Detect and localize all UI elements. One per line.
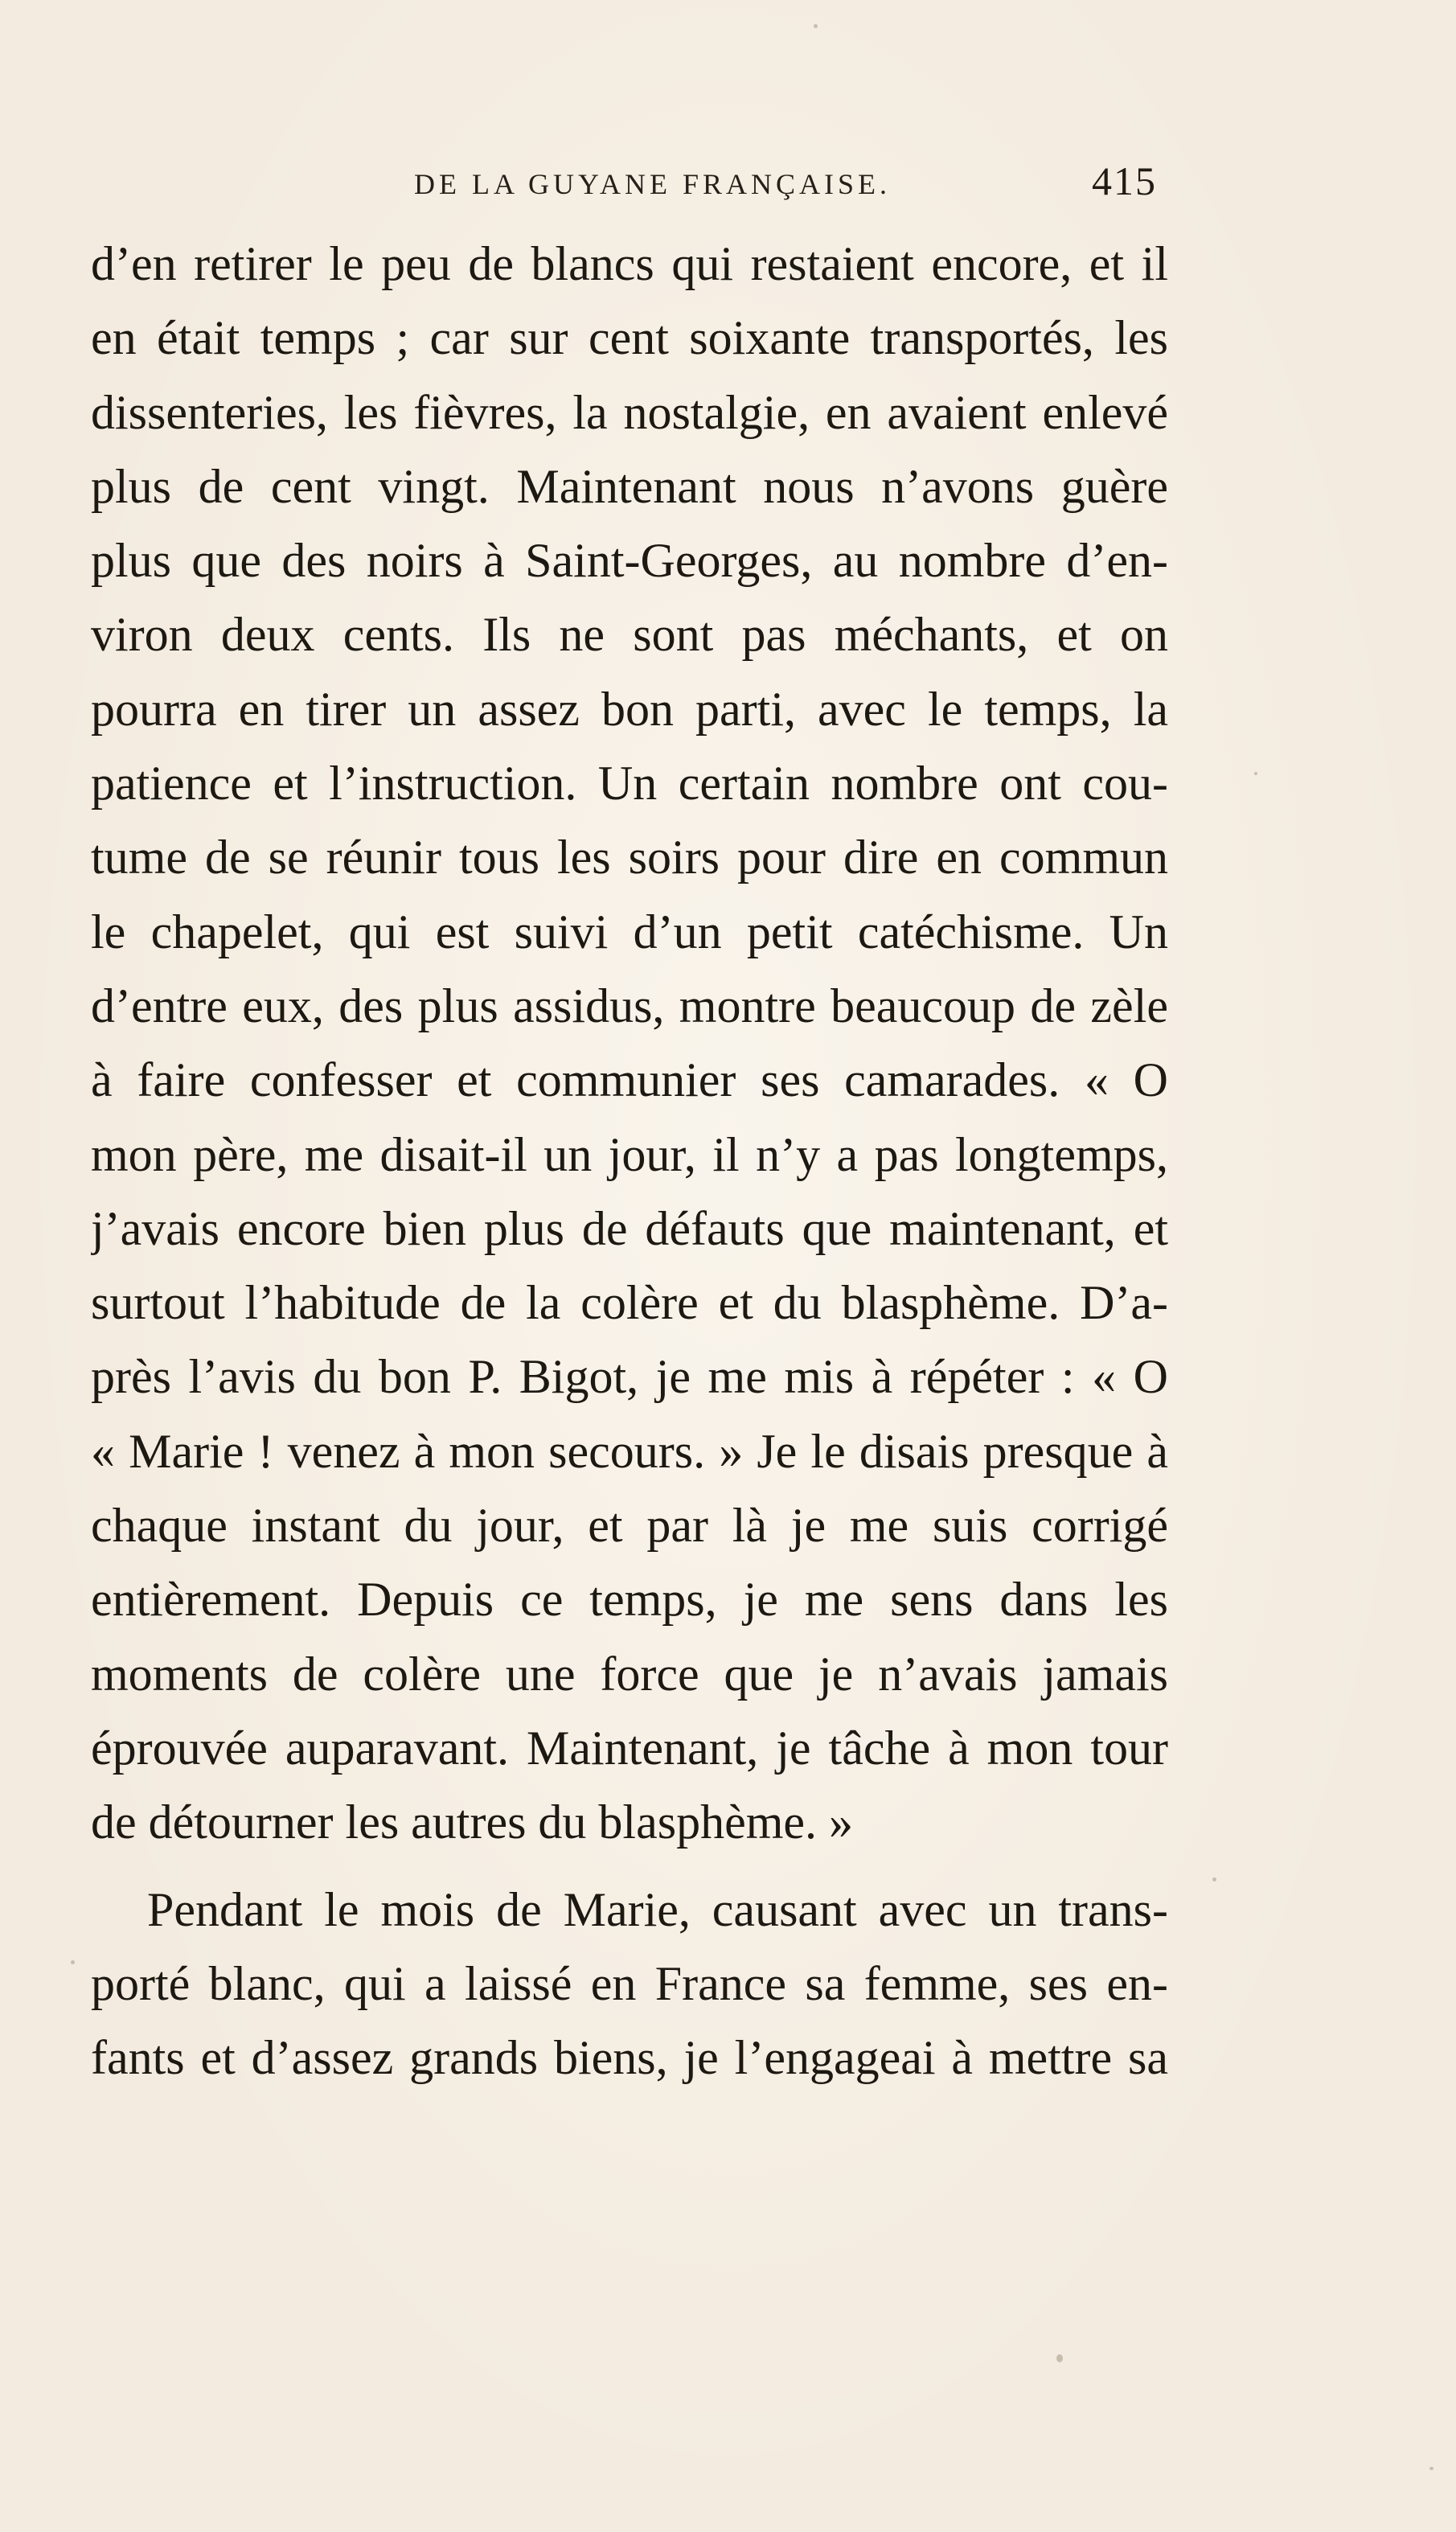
text-line: mon père, me disait-il un jour, il n’y a pas longtemps,: [91, 1127, 1168, 1181]
page-number: 415: [1092, 158, 1157, 203]
text-line: dissenteries, les fièvres, la nostalgie, en avaient enlevé: [91, 385, 1168, 439]
text-line: d’en retirer le peu de blancs qui restaient encore, et il: [91, 237, 1168, 290]
text-line: éprouvée auparavant. Maintenant, je tâche à mon tour: [91, 1721, 1168, 1775]
paper-speck: [1254, 772, 1257, 775]
text-line: pourra en tirer un assez bon parti, avec le temps, la: [91, 682, 1168, 736]
text-line: viron deux cents. Ils ne sont pas méchants, et on: [91, 608, 1168, 662]
text-line: porté blanc, qui a laissé en France sa femme, ses en-: [91, 1956, 1168, 2010]
text-line: plus de cent vingt. Maintenant nous n’avons guère: [91, 459, 1168, 513]
paragraph-1: [91, 227, 1168, 1860]
body-text: [91, 227, 1168, 2095]
paragraph-gap: [91, 1860, 1168, 1873]
text-line: en était temps ; car sur cent soixante transportés, les: [91, 311, 1168, 365]
paragraph-2: [91, 1873, 1168, 2095]
text-line: « Marie ! venez à mon secours. » Je le disais presque à: [91, 1424, 1168, 1478]
text-line: près l’avis du bon P. Bigot, je me mis à répéter : « O: [91, 1350, 1168, 1404]
text-line: j’avais encore bien plus de défauts que maintenant, et: [91, 1201, 1168, 1255]
text-line: de détourner les autres du blasphème. »: [91, 1795, 854, 1849]
text-line: Pendant le mois de Marie, causant avec un trans-: [147, 1882, 1168, 1936]
text-line: chaque instant du jour, et par là je me suis corrigé: [91, 1499, 1168, 1553]
text-line: patience et l’instruction. Un certain nombre ont cou-: [91, 757, 1168, 810]
paper-speck: [1429, 2467, 1433, 2470]
text-line: entièrement. Depuis ce temps, je me sens dans les: [91, 1573, 1168, 1627]
paper-speck: [71, 1960, 75, 1964]
text-line: le chapelet, qui est suivi d’un petit catéchisme. Un: [91, 905, 1168, 958]
running-title: DE LA GUYANE FRANÇAISE.: [414, 168, 892, 200]
text-line: moments de colère une force que je n’avais jamais: [91, 1647, 1168, 1701]
paper-speck: [814, 24, 818, 28]
text-line: d’entre eux, des plus assidus, montre beaucoup de zèle: [91, 979, 1168, 1032]
text-line: plus que des noirs à Saint-Georges, au nombre d’en-: [91, 534, 1168, 588]
text-line: tume de se réunir tous les soirs pour dire en commun: [91, 831, 1168, 884]
paper-speck: [1056, 2354, 1063, 2362]
paper-speck: [1212, 1877, 1216, 1882]
running-head: [0, 158, 1456, 214]
text-line: fants et d’assez grands biens, je l’engageai à mettre sa: [91, 2031, 1168, 2085]
text-line: surtout l’habitude de la colère et du blasphème. D’a-: [91, 1276, 1168, 1330]
text-line: à faire confesser et communier ses camarades. « O: [91, 1053, 1168, 1107]
